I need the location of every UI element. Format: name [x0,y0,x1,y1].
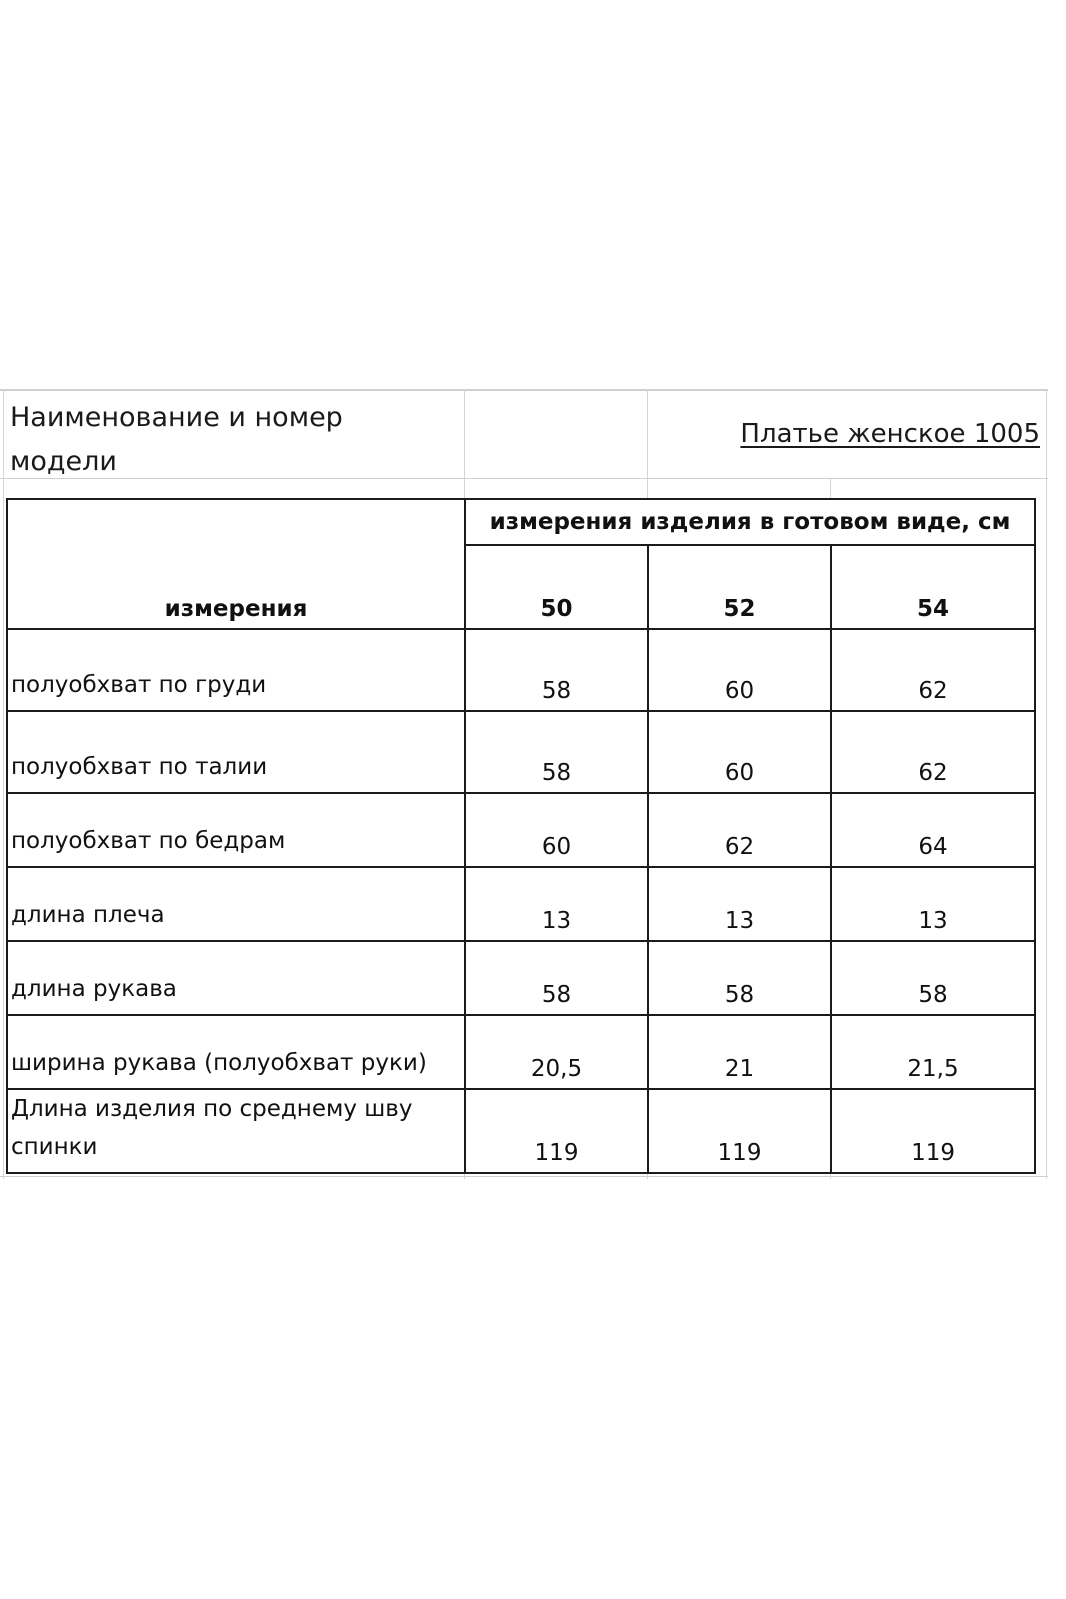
measurement-label: Длина изделия по среднему шву спинки [7,1089,465,1173]
table-row [7,793,1035,867]
gridline [464,389,465,499]
table-row [7,1089,1035,1173]
group-header: измерения изделия в готовом виде, см [489,509,1011,535]
size-header: 52 [648,545,831,629]
table-header-row [7,499,1035,545]
measurement-value: 13 [648,867,831,941]
measurement-value: 13 [465,867,648,941]
gridline [0,389,1048,391]
measurement-value: 62 [648,793,831,867]
size-header: 54 [831,545,1035,629]
gridline [0,1176,1048,1177]
measurement-value: 60 [648,629,831,711]
measurement-label: ширина рукава (полуобхват руки) [7,1015,465,1089]
measurement-value: 60 [648,711,831,793]
gridline [830,478,831,499]
table-row [7,941,1035,1015]
measurement-value: 62 [831,629,1035,711]
size-table [6,498,1036,1174]
measurement-value: 21,5 [831,1015,1035,1089]
measurement-label: длина рукава [7,941,465,1015]
measurement-value: 119 [648,1089,831,1173]
size-header: 50 [465,545,648,629]
measurement-value: 58 [465,941,648,1015]
measurement-value: 60 [465,793,648,867]
gridline [647,389,648,499]
measurement-value: 58 [465,629,648,711]
measurement-value: 62 [831,711,1035,793]
measurement-label: полуобхват по талии [7,711,465,793]
gridline [3,389,4,1179]
table-row [7,867,1035,941]
table-row [7,711,1035,793]
measurement-value: 58 [831,941,1035,1015]
gridline [1046,389,1047,1179]
measurement-value: 20,5 [465,1015,648,1089]
model-name-value: Платье женское 1005 [740,419,1040,449]
measurement-value: 58 [648,941,831,1015]
measurement-label: длина плеча [7,867,465,941]
measurement-label: полуобхват по бедрам [7,793,465,867]
measurement-value: 21 [648,1015,831,1089]
row-header: измерения [164,596,308,622]
table-row [7,1015,1035,1089]
row-header-cell [7,499,465,629]
measurement-label: полуобхват по груди [7,629,465,711]
measurement-value: 119 [465,1089,648,1173]
group-header-cell [465,499,1035,545]
measurement-value: 119 [831,1089,1035,1173]
measurement-value: 13 [831,867,1035,941]
measurement-value: 58 [465,711,648,793]
table-row [7,629,1035,711]
measurement-value: 64 [831,793,1035,867]
model-name-label: Наименование и номер модели [10,402,343,477]
